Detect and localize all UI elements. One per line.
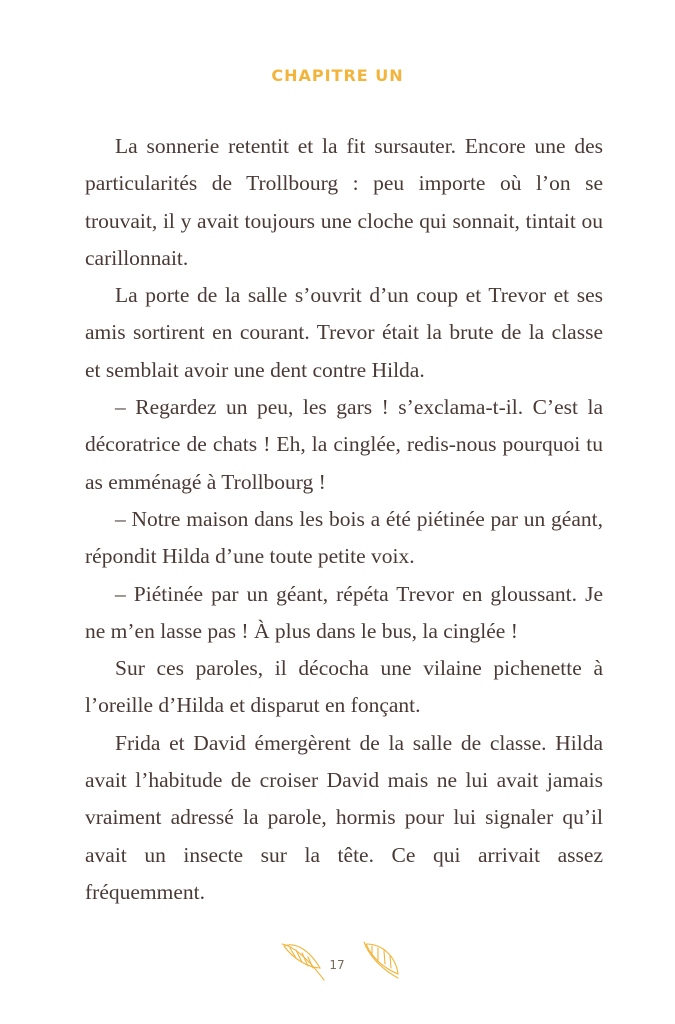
paragraph: – Regardez un peu, les gars ! s’exclama-t-il. C’est la décoratrice de chats ! Eh, la cinglée, redis-nous pourquoi tu as emménagé à Trollbourg ! — [85, 395, 603, 494]
body-text — [85, 128, 603, 911]
paragraph: – Notre maison dans les bois a été piétinée par un géant, répondit Hilda d’une toute petite voix. — [85, 506, 603, 569]
page-number: 17 — [329, 958, 345, 972]
paragraph: Frida et David émergèrent de la salle de classe. Hilda avait l’habitude de croiser David mais ne lui avait jamais vraiment adressé la parole, hormis pour lui signaler qu’il avait un insecte sur la tête. Ce qui arrivait assez fréquemment. — [85, 730, 603, 904]
paragraph: Sur ces paroles, il décocha une vilaine pichenette à l’oreille d’Hilda et disparut en fonçant. — [85, 656, 603, 718]
paragraph: La porte de la salle s’ouvrit d’un coup et Trevor et ses amis sortirent en courant. Trevor était la brute de la classe et semblait avoir une dent contre Hilda. — [85, 283, 603, 382]
chapter-title: CHAPITRE UN — [271, 66, 404, 85]
paragraph: – Piétinée par un géant, répéta Trevor en gloussant. Je ne m’en lasse pas ! À plus dans le bus, la cinglée ! — [85, 581, 603, 643]
page-footer — [0, 938, 675, 986]
feather-icon — [358, 938, 402, 984]
paragraph: La sonnerie retentit et la fit sursauter. Encore une des particularités de Trollbourg : peu importe où l’on se trouvait, il y avait toujours une cloche qui sonnait, tintait ou carillonnait. — [85, 134, 603, 270]
feather-icon — [280, 938, 328, 984]
